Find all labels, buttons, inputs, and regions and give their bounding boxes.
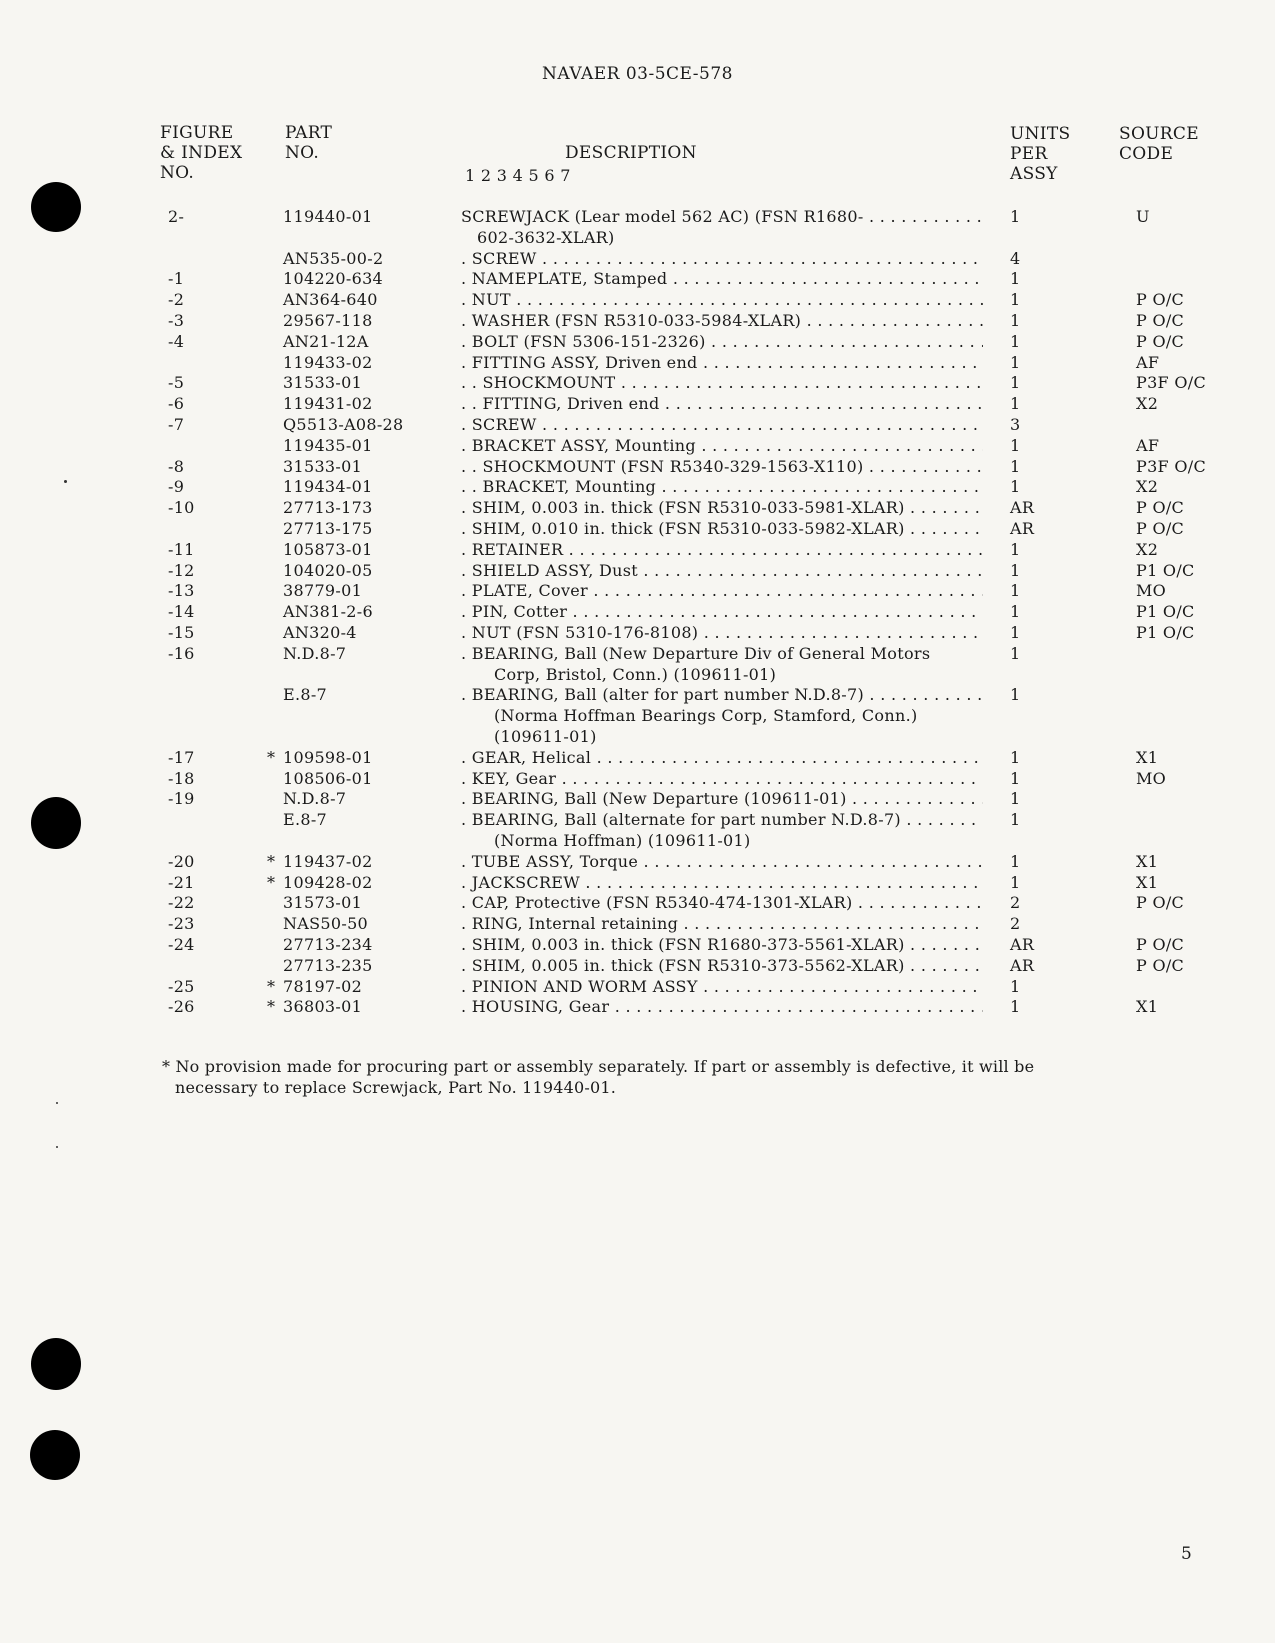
description-cell: . RETAINER . . . <box>461 540 983 560</box>
table-row <box>0 581 1275 601</box>
figure-index-cell: -12 <box>168 560 195 580</box>
description-cell: . FITTING ASSY, Driven end . . . <box>461 353 983 373</box>
table-row <box>0 415 1275 435</box>
figure-index-cell: -23 <box>168 914 195 934</box>
part-number-cell: 38779-01 <box>283 581 363 601</box>
table-row <box>0 207 1275 227</box>
part-number-cell: 78197-02 <box>283 976 363 996</box>
part-number-cell: AN320-4 <box>283 623 357 642</box>
part-number-cell: 31533-01 <box>283 456 363 476</box>
table-row <box>0 727 1275 747</box>
units-cell: 1 <box>1010 768 1021 788</box>
part-number-cell: 108506-01 <box>283 768 373 788</box>
units-cell: 1 <box>1010 810 1021 830</box>
part-number-cell: E.8-7 <box>283 685 328 705</box>
document-number: NAVAER 03-5CE-578 <box>542 64 733 84</box>
description-cell: (Norma Hoffman) (109611-01) <box>494 831 751 850</box>
figure-index-cell: -20 <box>168 851 195 871</box>
units-per-assy-header: UNITS PER ASSY <box>1010 124 1071 184</box>
figure-index-cell: 2- <box>168 207 185 226</box>
table-row <box>0 373 1275 393</box>
units-cell: 1 <box>1010 539 1021 559</box>
table-row <box>0 706 1275 726</box>
description-cell: . BEARING, Ball (alter for part number N.D.8-7) . . . <box>461 685 983 705</box>
figure-index-cell: -16 <box>168 643 195 663</box>
source-code-cell: X2 <box>1136 394 1159 414</box>
table-row <box>0 249 1275 269</box>
source-code-cell: P1 O/C <box>1136 560 1195 580</box>
description-cell: . PINION AND WORM ASSY . . . <box>461 977 983 997</box>
figure-index-cell: -22 <box>168 893 195 913</box>
units-cell: 4 <box>1010 248 1021 268</box>
part-number-cell: 119437-02 <box>283 851 373 871</box>
units-cell: 1 <box>1010 311 1021 330</box>
part-number-cell: 119434-01 <box>283 477 373 497</box>
part-number-cell: 27713-175 <box>283 519 373 538</box>
source-code-cell: P O/C <box>1136 955 1185 975</box>
units-cell: 1 <box>1010 747 1021 767</box>
figure-index-cell: -11 <box>168 539 195 559</box>
units-cell: AR <box>1010 935 1035 954</box>
part-number-cell: 29567-118 <box>283 311 373 330</box>
units-cell: 1 <box>1010 394 1021 414</box>
description-cell: . JACKSCREW . . . <box>461 873 983 893</box>
description-cell: . GEAR, Helical . . . <box>461 748 983 768</box>
figure-index-cell: -10 <box>168 498 195 518</box>
source-code-cell: X2 <box>1136 477 1159 497</box>
part-number-cell: 119433-02 <box>283 352 373 372</box>
description-cell: . SCREW . . . <box>461 415 983 435</box>
source-code-cell: P O/C <box>1136 935 1185 954</box>
description-cell: . SHIELD ASSY, Dust . . . <box>461 561 983 581</box>
description-cell: . . SHOCKMOUNT (FSN R5340-329-1563-X110) . . . <box>461 457 983 477</box>
units-cell: 1 <box>1010 477 1021 497</box>
description-cell: . SHIM, 0.010 in. thick (FSN R5310-033-5982-XLAR) . . . <box>461 519 983 539</box>
source-code-cell: X1 <box>1136 872 1159 892</box>
units-cell: 1 <box>1010 872 1021 892</box>
table-row <box>0 831 1275 851</box>
figure-index-cell: -4 <box>168 331 185 351</box>
part-number-cell: 31573-01 <box>283 893 363 913</box>
units-cell: 1 <box>1010 207 1021 226</box>
table-row <box>0 457 1275 477</box>
part-number-cell: AN381-2-6 <box>283 602 373 622</box>
table-row <box>0 977 1275 997</box>
table-row <box>0 685 1275 705</box>
figure-index-cell: -5 <box>168 373 185 393</box>
units-cell: AR <box>1010 519 1035 538</box>
table-row <box>0 394 1275 414</box>
part-number-cell: AN535-00-2 <box>283 248 384 268</box>
table-row <box>0 561 1275 581</box>
units-cell: 1 <box>1010 456 1021 476</box>
table-row <box>0 956 1275 976</box>
description-cell: . NUT (FSN 5310-176-8108) . . . <box>461 623 983 643</box>
source-code-cell: P1 O/C <box>1136 602 1195 622</box>
description-cell: . WASHER (FSN R5310-033-5984-XLAR) . . . <box>461 311 983 331</box>
figure-index-cell: -15 <box>168 623 195 642</box>
part-number-cell: 109428-02 <box>283 872 373 892</box>
description-cell: . PIN, Cotter . . . <box>461 602 983 622</box>
part-number-cell: Q5513-A08-28 <box>283 415 404 434</box>
scan-speck <box>56 1102 58 1104</box>
description-cell: . SCREW . . . <box>461 249 983 269</box>
part-number-cell: AN364-640 <box>283 290 378 310</box>
figure-index-header: FIGURE & INDEX NO. <box>160 123 243 183</box>
figure-index-cell: -6 <box>168 394 185 414</box>
description-cell: . BOLT (FSN 5306-151-2326) . . . <box>461 332 983 352</box>
units-cell: 1 <box>1010 602 1021 622</box>
table-row <box>0 935 1275 955</box>
part-number-cell: 119431-02 <box>283 394 373 414</box>
units-cell: 1 <box>1010 331 1021 351</box>
description-cell: (109611-01) <box>494 727 597 746</box>
description-cell: . . BRACKET, Mounting . . . <box>461 477 983 497</box>
units-cell: 1 <box>1010 352 1021 372</box>
part-number-cell: 104220-634 <box>283 269 384 289</box>
part-number-cell: 119435-01 <box>283 435 373 455</box>
part-number-cell: 36803-01 <box>283 997 363 1017</box>
no-provision-marker: * <box>267 872 276 892</box>
table-row <box>0 665 1275 685</box>
description-cell: . . SHOCKMOUNT . . . <box>461 373 983 393</box>
table-row <box>0 436 1275 456</box>
source-code-cell: P1 O/C <box>1136 623 1195 642</box>
units-cell: 1 <box>1010 373 1021 393</box>
description-cell: . SHIM, 0.003 in. thick (FSN R1680-373-5561-XLAR) . . . <box>461 935 983 955</box>
part-number-header: PART NO. <box>285 123 333 163</box>
source-code-cell: P3F O/C <box>1136 373 1206 393</box>
description-cell: . KEY, Gear . . . <box>461 769 983 789</box>
part-number-cell: N.D.8-7 <box>283 643 347 663</box>
part-number-cell: E.8-7 <box>283 810 328 830</box>
table-row <box>0 519 1275 539</box>
units-cell: 1 <box>1010 269 1021 289</box>
units-cell: 1 <box>1010 685 1021 705</box>
table-row <box>0 810 1275 830</box>
description-cell: SCREWJACK (Lear model 562 AC) (FSN R1680- . . . <box>461 207 983 227</box>
units-cell: 3 <box>1010 415 1021 434</box>
binder-hole-3 <box>31 1338 81 1390</box>
table-row <box>0 852 1275 872</box>
source-code-cell: P O/C <box>1136 290 1185 310</box>
table-row <box>0 332 1275 352</box>
footnote-line: * No provision made for procuring part or assembly separately. If part or assembly is defective, it will be <box>162 1057 1035 1076</box>
source-code-cell: MO <box>1136 768 1167 788</box>
source-code-cell: P O/C <box>1136 331 1185 351</box>
part-number-cell: 109598-01 <box>283 747 373 767</box>
description-cell: . BEARING, Ball (New Departure Div of General Motors <box>461 643 931 663</box>
description-cell: . TUBE ASSY, Torque . . . <box>461 852 983 872</box>
description-cell: . RING, Internal retaining . . . <box>461 914 983 934</box>
source-code-cell: X1 <box>1136 997 1159 1017</box>
table-row <box>0 893 1275 913</box>
units-cell: AR <box>1010 955 1035 975</box>
units-cell: 1 <box>1010 435 1021 455</box>
figure-index-cell: -19 <box>168 789 195 809</box>
part-number-cell: 27713-235 <box>283 955 373 975</box>
figure-index-cell: -21 <box>168 872 195 892</box>
figure-index-cell: -8 <box>168 456 185 476</box>
source-code-cell: P O/C <box>1136 311 1185 330</box>
part-number-cell: 31533-01 <box>283 373 363 393</box>
page-number: 5 <box>1181 1544 1192 1564</box>
figure-index-cell: -18 <box>168 768 195 788</box>
table-row <box>0 311 1275 331</box>
source-code-cell: P O/C <box>1136 893 1185 913</box>
description-cell: (Norma Hoffman Bearings Corp, Stamford, Conn.) <box>494 706 918 726</box>
scan-speck <box>56 1146 58 1148</box>
source-code-cell: AF <box>1136 435 1160 455</box>
part-number-cell: 104020-05 <box>283 560 373 580</box>
units-cell: 1 <box>1010 997 1021 1017</box>
no-provision-marker: * <box>267 997 276 1017</box>
description-cell: . BRACKET ASSY, Mounting . . . <box>461 436 983 456</box>
description-cell: Corp, Bristol, Conn.) (109611-01) <box>494 664 777 684</box>
binder-hole-4 <box>30 1430 80 1480</box>
figure-index-cell: -3 <box>168 311 185 330</box>
units-cell: 1 <box>1010 851 1021 871</box>
source-code-cell: MO <box>1136 581 1167 601</box>
no-provision-marker: * <box>267 851 276 871</box>
indent-levels-header: 1 2 3 4 5 6 7 <box>465 166 571 185</box>
source-code-header: SOURCE CODE <box>1119 124 1199 164</box>
source-code-cell: P3F O/C <box>1136 456 1206 476</box>
part-number-cell: 27713-234 <box>283 935 373 954</box>
part-number-cell: N.D.8-7 <box>283 789 347 809</box>
units-cell: AR <box>1010 498 1035 518</box>
units-cell: 1 <box>1010 789 1021 809</box>
table-row <box>0 914 1275 934</box>
table-row <box>0 748 1275 768</box>
units-cell: 1 <box>1010 581 1021 601</box>
figure-index-cell: -25 <box>168 976 195 996</box>
figure-index-cell: -17 <box>168 747 195 767</box>
figure-index-cell: -26 <box>168 997 195 1017</box>
footnote-line: necessary to replace Screwjack, Part No. 119440-01. <box>175 1078 617 1097</box>
source-code-cell: P O/C <box>1136 498 1185 518</box>
table-row <box>0 873 1275 893</box>
figure-index-cell: -24 <box>168 935 195 954</box>
table-row <box>0 498 1275 518</box>
description-cell: . SHIM, 0.003 in. thick (FSN R5310-033-5981-XLAR) . . . <box>461 498 983 518</box>
table-row <box>0 769 1275 789</box>
table-row <box>0 997 1275 1017</box>
figure-index-cell: -2 <box>168 290 185 310</box>
figure-index-cell: -14 <box>168 602 195 622</box>
no-provision-marker: * <box>267 976 276 996</box>
description-cell: . NAMEPLATE, Stamped . . . <box>461 269 983 289</box>
table-row <box>0 644 1275 664</box>
source-code-cell: X1 <box>1136 851 1159 871</box>
units-cell: 1 <box>1010 976 1021 996</box>
units-cell: 1 <box>1010 290 1021 310</box>
table-row <box>0 477 1275 497</box>
table-row <box>0 540 1275 560</box>
table-row <box>0 353 1275 373</box>
figure-index-cell: -1 <box>168 269 185 289</box>
figure-index-cell: -7 <box>168 415 185 434</box>
table-row <box>0 269 1275 289</box>
description-header: DESCRIPTION <box>565 143 697 163</box>
part-number-cell: 27713-173 <box>283 498 373 518</box>
units-cell: 2 <box>1010 914 1021 934</box>
source-code-cell: AF <box>1136 352 1160 372</box>
figure-index-cell: -9 <box>168 477 185 497</box>
units-cell: 1 <box>1010 623 1021 642</box>
units-cell: 1 <box>1010 643 1021 663</box>
table-row <box>0 602 1275 622</box>
description-cell: 602-3632-XLAR) <box>477 227 615 247</box>
part-number-cell: 119440-01 <box>283 207 373 226</box>
part-number-cell: 105873-01 <box>283 539 373 559</box>
no-provision-marker: * <box>267 747 276 767</box>
description-cell: . CAP, Protective (FSN R5340-474-1301-XLAR) . . . <box>461 893 983 913</box>
part-number-cell: AN21-12A <box>283 331 369 351</box>
source-code-cell: X2 <box>1136 539 1159 559</box>
description-cell: . BEARING, Ball (New Departure (109611-01) . . . <box>461 789 983 809</box>
description-cell: . BEARING, Ball (alternate for part number N.D.8-7) . . . <box>461 810 983 830</box>
table-row <box>0 290 1275 310</box>
description-cell: . . FITTING, Driven end . . . <box>461 394 983 414</box>
part-number-cell: NAS50-50 <box>283 914 369 934</box>
table-row <box>0 623 1275 643</box>
table-row <box>0 789 1275 809</box>
description-cell: . NUT . . . <box>461 290 983 310</box>
units-cell: 2 <box>1010 893 1021 913</box>
source-code-cell: P O/C <box>1136 519 1185 538</box>
description-cell: . PLATE, Cover . . . <box>461 581 983 601</box>
description-cell: . SHIM, 0.005 in. thick (FSN R5310-373-5562-XLAR) . . . <box>461 956 983 976</box>
source-code-cell: X1 <box>1136 747 1159 767</box>
units-cell: 1 <box>1010 560 1021 580</box>
description-cell: . HOUSING, Gear . . . <box>461 997 983 1017</box>
footnote <box>162 1056 1172 1098</box>
figure-index-cell: -13 <box>168 581 195 601</box>
table-row <box>0 228 1275 248</box>
source-code-cell: U <box>1136 207 1150 226</box>
